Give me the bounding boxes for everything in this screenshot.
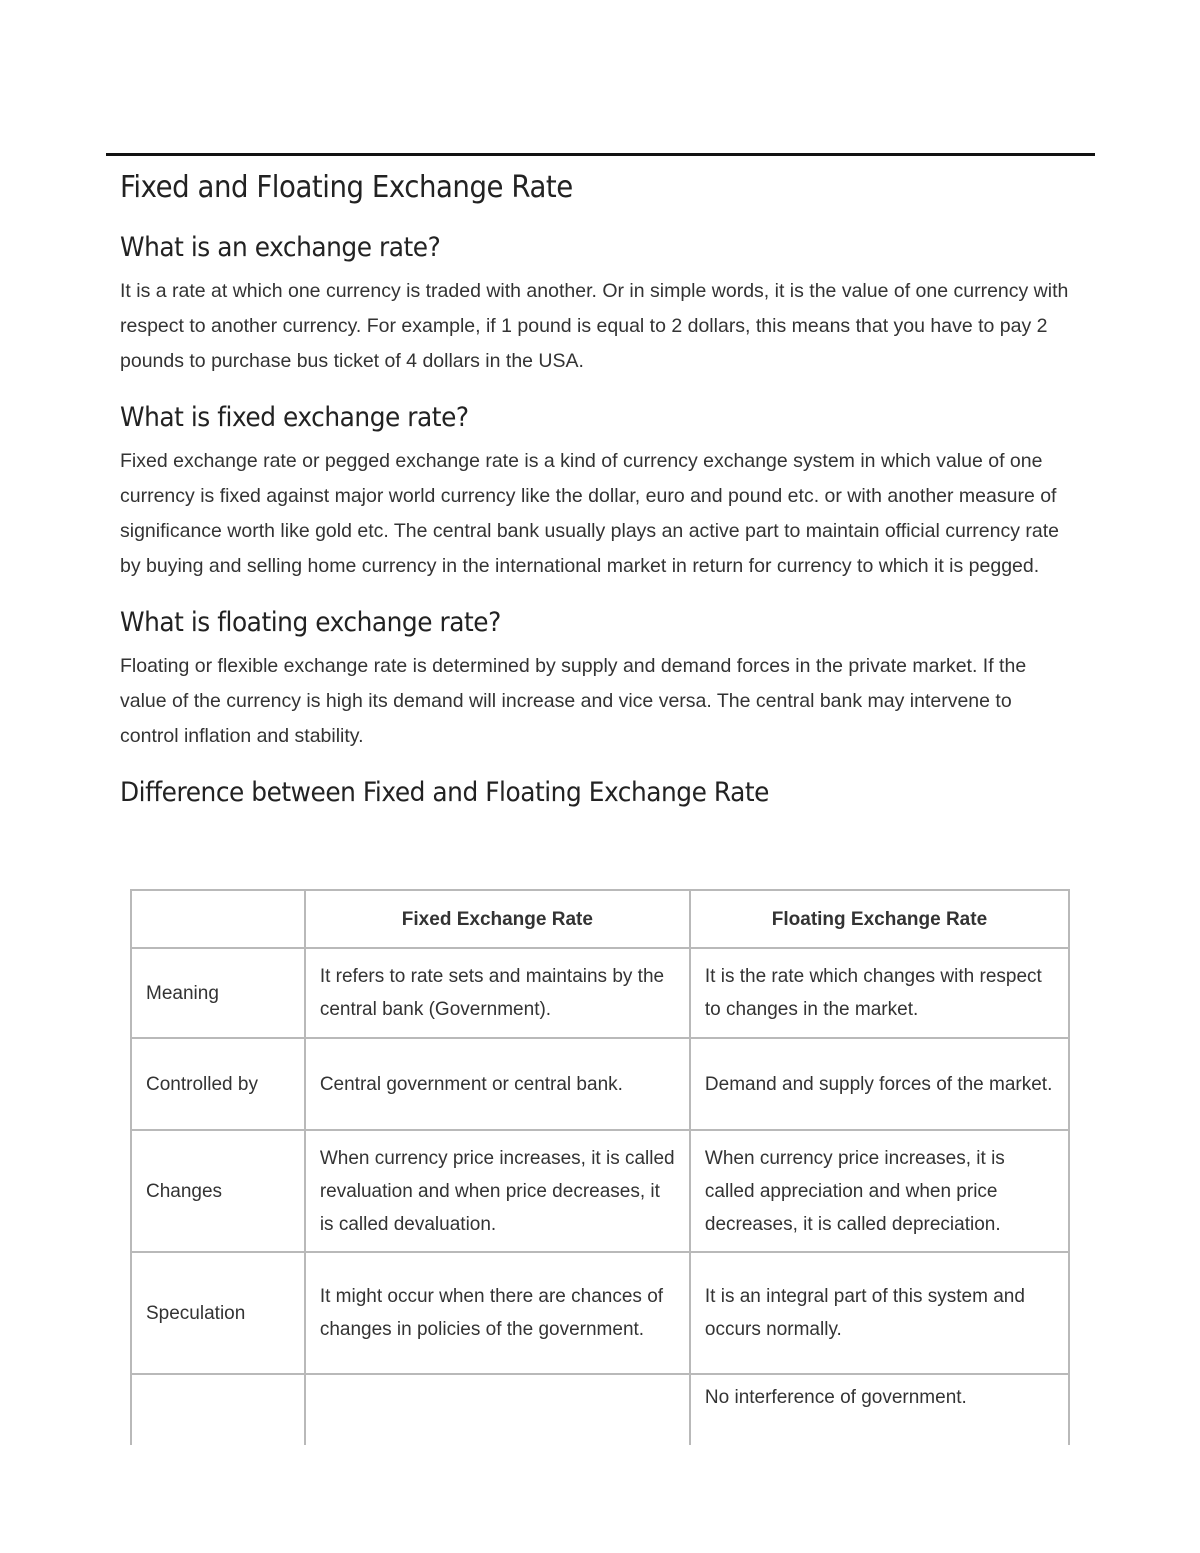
table-cell: It is an integral part of this system and occurs normally. <box>690 1252 1069 1374</box>
table-row <box>131 1374 1069 1445</box>
table-cell: Demand and supply forces of the market. <box>690 1038 1069 1130</box>
table-header-row <box>131 890 1069 948</box>
document-body <box>120 166 1070 831</box>
table-cell: When currency price increases, it is called appreciation and when price decreases, it is called depreciation. <box>690 1130 1069 1252</box>
row-label-cell: Speculation <box>131 1252 305 1374</box>
table-cell: When currency price increases, it is called revaluation and when price decreases, it is called devaluation. <box>305 1130 690 1252</box>
top-divider <box>106 153 1095 156</box>
table-cell <box>305 1374 690 1445</box>
section-floating-exchange-rate <box>120 605 1070 754</box>
section-exchange-rate <box>120 230 1070 379</box>
table-header-cell: Floating Exchange Rate <box>690 890 1069 948</box>
table-cell: It might occur when there are chances of changes in policies of the government. <box>305 1252 690 1374</box>
table-row <box>131 1130 1069 1252</box>
table-cell: It refers to rate sets and maintains by the central bank (Government). <box>305 948 690 1038</box>
table-row <box>131 948 1069 1038</box>
table-cell: Central government or central bank. <box>305 1038 690 1130</box>
row-label-cell: Controlled by <box>131 1038 305 1130</box>
comparison-table <box>130 889 1070 1445</box>
table-cell: It is the rate which changes with respect to changes in the market. <box>690 948 1069 1038</box>
row-label-cell: Meaning <box>131 948 305 1038</box>
section-fixed-exchange-rate <box>120 400 1070 584</box>
table-row <box>131 1038 1069 1130</box>
section-heading: What is fixed exchange rate? <box>120 402 469 433</box>
document-title: Fixed and Floating Exchange Rate <box>120 170 573 205</box>
section-paragraph: It is a rate at which one currency is traded with another. Or in simple words, it is the value of one currency with respect to another currency. For example, if 1 pound is equal to 2 dollars, this means that you have to pay 2 pounds to purchase bus ticket of 4 dollars in the USA. <box>120 280 1069 372</box>
section-paragraph: Fixed exchange rate or pegged exchange rate is a kind of currency exchange system in which value of one currency is fixed against major world currency like the dollar, euro and pound etc. or with another measure of significance worth like gold etc. The central bank usually plays an active part to maintain official currency rate by buying and selling home currency in the international market in return for currency to which it is pegged. <box>120 450 1060 577</box>
section-heading: What is an exchange rate? <box>120 232 441 263</box>
table-heading: Difference between Fixed and Floating Exchange Rate <box>120 777 769 808</box>
section-paragraph: Floating or flexible exchange rate is determined by supply and demand forces in the private market. If the value of the currency is high its demand will increase and vice versa. The central bank may intervene to control inflation and stability. <box>120 655 1027 747</box>
table-cell: No interference of government. <box>690 1374 1069 1445</box>
table-row <box>131 1252 1069 1374</box>
table-header-cell: Fixed Exchange Rate <box>305 890 690 948</box>
row-label-cell: Changes <box>131 1130 305 1252</box>
table-header-cell <box>131 890 305 948</box>
section-heading: What is floating exchange rate? <box>120 607 501 638</box>
row-label-cell <box>131 1374 305 1445</box>
